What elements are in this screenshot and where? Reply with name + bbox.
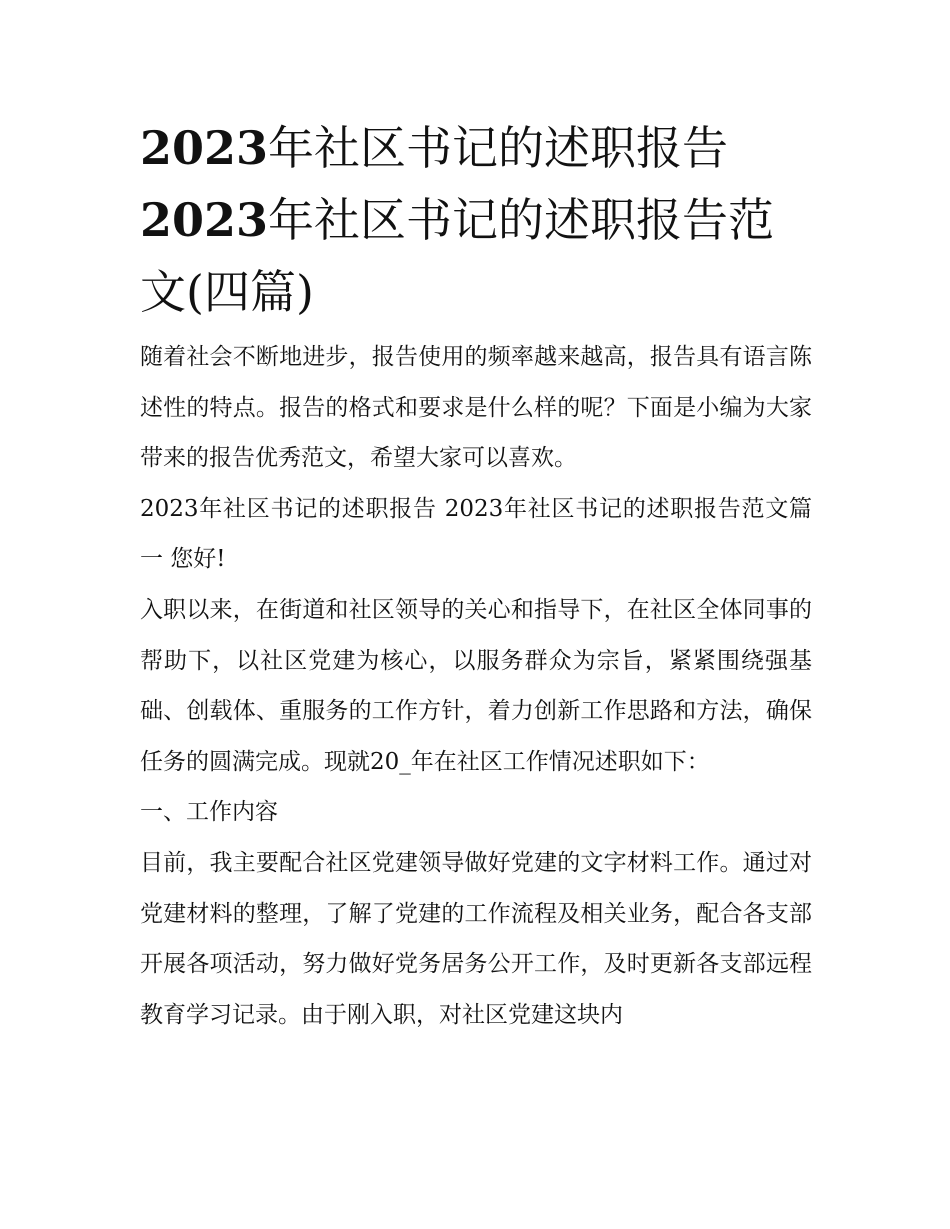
document-title (140, 112, 812, 328)
body-paragraph-1: 入职以来，在街道和社区领导的关心和指导下，在社区全体同事的帮助下，以社区党建为核心，以服务群众为宗旨，紧紧围绕强基础、创载体、重服务的工作方针，着力创新工作思路和方法，确保任务的圆满完成。现就20_年在社区工作情况述职如下： (140, 596, 812, 775)
title-line-1 (140, 112, 812, 184)
title-year-2: 2023 (140, 193, 269, 247)
intro-paragraph: 随着社会不断地进步，报告使用的频率越来越高，报告具有语言陈述性的特点。报告的格式和要求是什么样的呢？下面是小编为大家带来的报告优秀范文，希望大家可以喜欢。 (140, 344, 812, 472)
title-text-1: 年社区书记的述职报告 (268, 121, 729, 175)
section-heading-paragraph: 2023年社区书记的述职报告 2023年社区书记的述职报告范文篇一 您好! (140, 495, 812, 573)
title-text-2: 年社区书记的述职报告范文(四篇) (140, 193, 775, 319)
body-paragraph-2: 目前，我主要配合社区党建领导做好党建的文字材料工作。通过对党建材料的整理，了解了党建的工作流程及相关业务，配合各支部开展各项活动，努力做好党务居务公开工作，及时更新各支部远程教育学习记录。由于刚入职，对社区党建这块内 (140, 849, 812, 1028)
subheading-work-content: 一、工作内容 (140, 799, 278, 826)
document-page (140, 112, 812, 1040)
title-line-2 (140, 184, 812, 328)
title-year-1: 2023 (140, 121, 269, 175)
